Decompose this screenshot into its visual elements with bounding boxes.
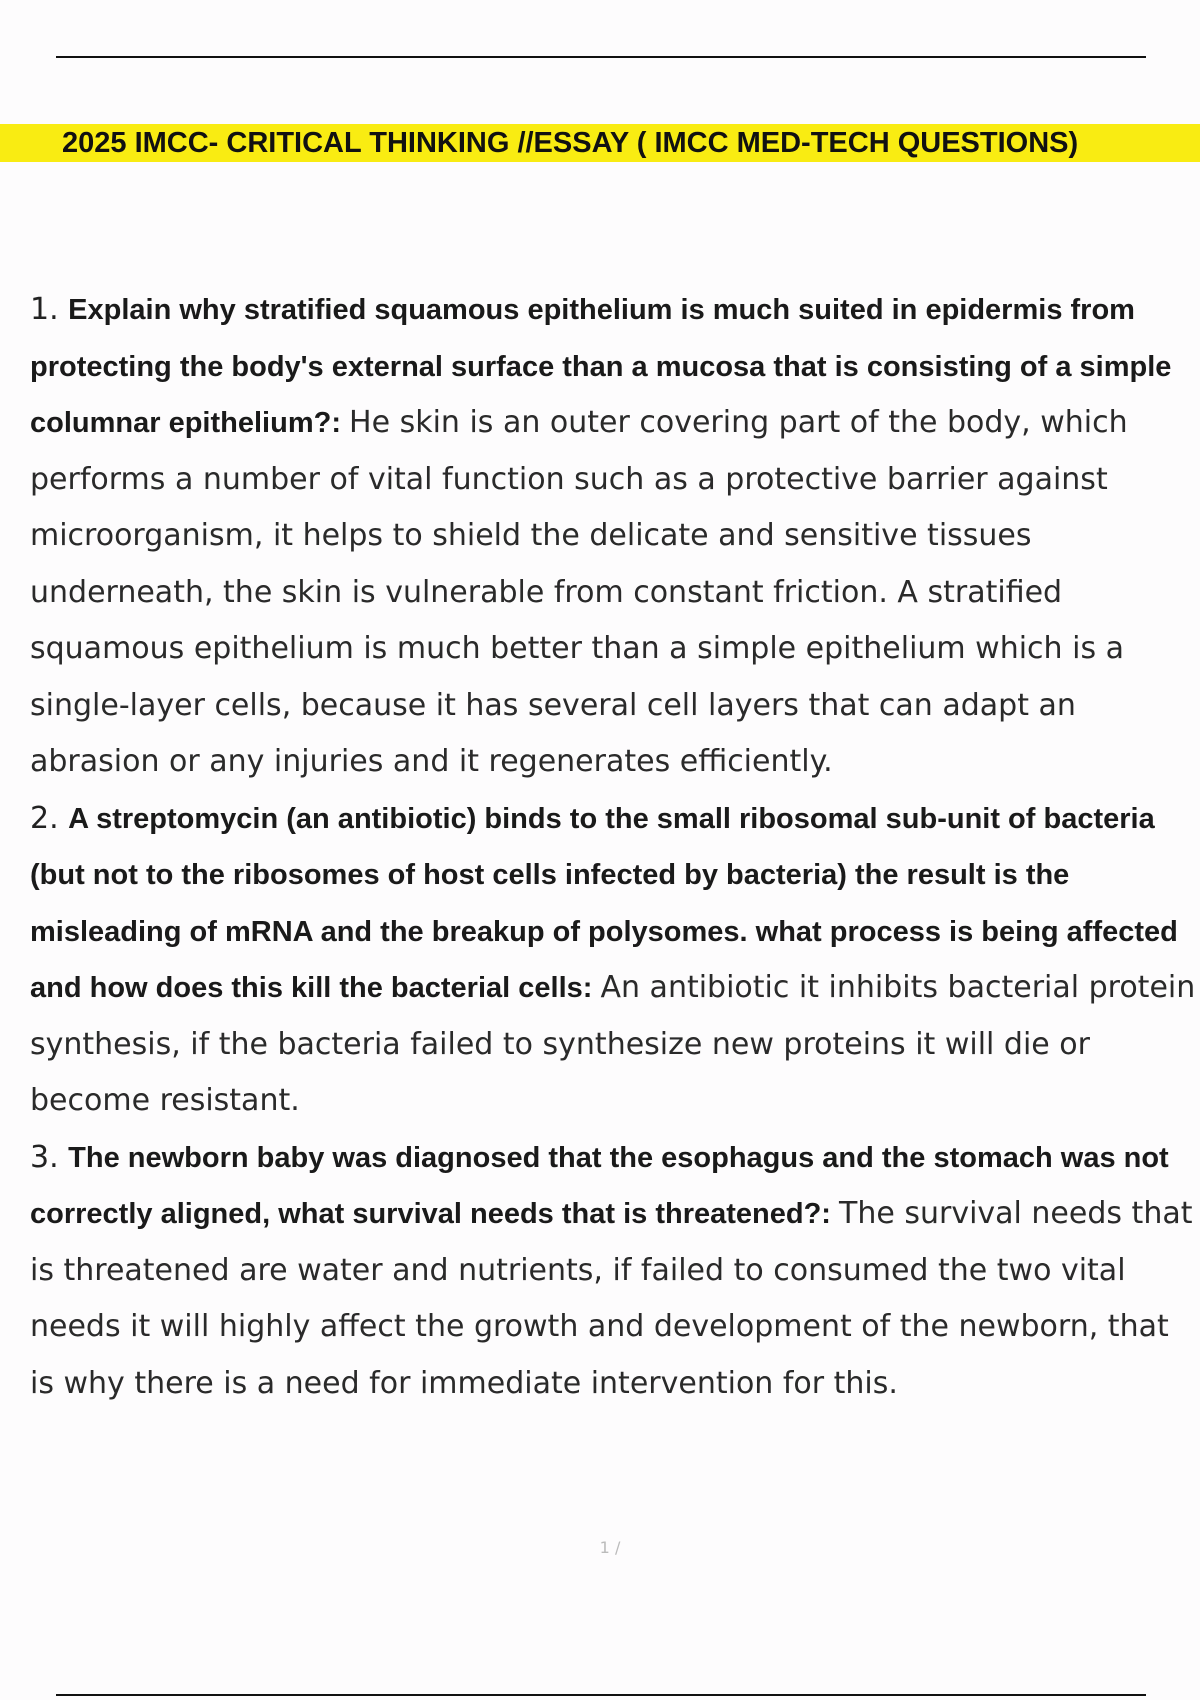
bottom-divider [56, 1694, 1146, 1696]
item-question: Explain why stratified squamous epithelium is much suited in epidermis from protecting the body's external surface than a mucosa that is consisting of a simple columnar epithelium?: [30, 294, 1172, 439]
top-divider [56, 56, 1146, 58]
item-number: 2. [30, 800, 69, 836]
item-question: The newborn baby was diagnosed that the esophagus and the stomach was not correctly aligned, what survival needs that is threatened?: [30, 1141, 1169, 1230]
item-number: 1. [30, 292, 69, 327]
item-number: 3. [30, 1139, 69, 1175]
page-marker: 1 / [599, 1538, 621, 1557]
item-question: A streptomycin (an antibiotic) binds to the small ribosomal sub-unit of bacteria (but not to the ribosomes of host cells infected by bacteria) the result is the misleading of mRNA and the breakup of polysomes. what process is being affected and how does this kill the bacterial cells: [30, 802, 1178, 1004]
essay-item-1 [30, 282, 1200, 791]
item-answer: An antibiotic it inhibits bacterial protein synthesis, if the bacteria failed to synthesize new proteins it will die or become resistant. [30, 970, 1196, 1118]
document-title: 2025 IMCC- CRITICAL THINKING //ESSAY ( IMCC MED-TECH QUESTIONS) [62, 127, 1079, 159]
item-answer: The survival needs that is threatened are water and nutrients, if failed to consumed the two vital needs it will highly affect the growth and development of the newborn, that is why there is a need for immediate intervention for this. [30, 1196, 1193, 1401]
essay-item-2 [30, 791, 1200, 1130]
essay-content [30, 282, 1200, 1412]
essay-item-3 [30, 1130, 1200, 1413]
item-answer: He skin is an outer covering part of the body, which performs a number of vital function such as a protective barrier against microorganism, it helps to shield the delicate and sensitive tissues underneath, the skin is vulnerable from constant friction. A stratified squamous epithelium is much better than a simple epithelium which is a single-layer cells, because it has several cell layers that can adapt an abrasion or any injuries and it regenerates efficiently. [30, 405, 1128, 779]
title-highlight [0, 124, 1200, 162]
